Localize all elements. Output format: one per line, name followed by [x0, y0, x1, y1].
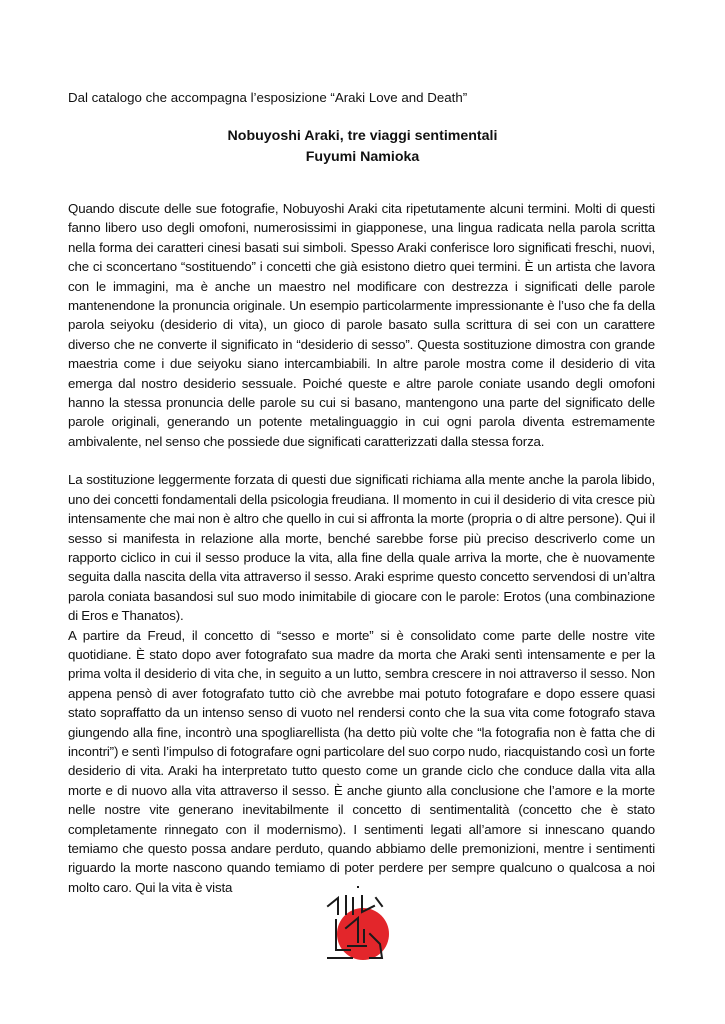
article-title: Nobuyoshi Araki, tre viaggi sentimentali	[227, 128, 498, 144]
paragraph-1: Quando discute delle sue fotografie, Nobuyoshi Araki cita ripetutamente alcuni termini. Molti di questi fanno libero uso degli omofoni, numerosissimi in giapponese, una lingua radicata nella parola scritta nella forma dei caratteri cinesi basati sui simboli. Spesso Araki conferisce loro significati freschi, nuovi, che ci sconcertano “sostituendo” i concetti che già esistono dietro quei termini. È un artista che lavora con le immagini, ma è anche un maestro nel modificare con destrezza i significati delle parole mantenendone la pronuncia originale. Un esempio particolarmente impressionante è l’uso che fa della parola seiyoku (desiderio di vita), un gioco di parole basato sulla scrittura di sei con un carattere diverso che ne converte il significato in “desiderio di sesso”. Questa sostituzione dimostra con grande maestria come i due seiyoku siano intercambiabili. In altre parole mostra come il desiderio di vita emerga dal nostro desiderio sessuale. Poiché queste e altre parole coniate usando degli omofoni hanno la stessa pronuncia delle parole su cui si basano, mantengono una parte del significato delle parole originali, generando un potente metalinguaggio in cui ogni parola diventa estremamente ambivalente, nel senso che possiede due significati caratterizzati dalla stessa forza.	[68, 201, 655, 449]
paragraph-3: A partire da Freud, il concetto di “sesso e morte” si è consolidato come parte delle nostre vite quotidiane. È stato dopo aver fotografato sua madre da morta che Araki sentì intensamente e per la prima volta il desiderio di vita che, in seguito a un lutto, sembra crescere in noi attraverso il sesso. Non appena pensò di aver fotografato tutto ciò che avrebbe mai potuto fotografare e dopo essere quasi stato sopraffatto da un intenso senso di vuoto nel rendersi conto che la sua vita come fotografo stava giungendo alla fine, incontrò una spogliarellista (ha detto più volte che “la fotografia non è fatta che di incontri”) e sentì l’impulso di fotografare ogni particolare del suo corpo nudo, riacquistando così un forte desiderio di vita. Araki ha interpretato tutto questo come un grande ciclo che conduce dalla vita alla morte e di nuovo alla vita attraverso il sesso. È anche giunto alla conclusione che l’amore e la morte nelle nostre vite generano inevitabilmente il concetto di sentimentalità (concetto che è stato completamente rinnegato con il modernismo). I sentimenti legati all’amore si innescano quando temiamo che questo possa andare perduto, quando abbiamo delle premonizioni, mentre i sentimenti riguardo la morte nascono quando temiamo di poter perdere per sempre qualcuno o qualcosa a noi molto caro. Qui la vita è vista	[68, 627, 655, 895]
intro-line: Dal catalogo che accompagna l’esposizione “Araki Love and Death”	[68, 90, 468, 105]
article-body	[68, 199, 655, 897]
paragraph-2: La sostituzione leggermente forzata di questi due significati richiama alla mente anche la parola libido, uno dei concetti fondamentali della psicologia freudiana. Il momento in cui il desiderio di vita cresce più intensamente che mai non è altro che quello in cui si affronta la morte (propria o di altre persone). Qui il sesso si manifesta in relazione alla morte, benché sarebbe forse più preciso descriverlo come un rapporto ciclico in cui il sesso produce la vita, alla fine della quale arriva la morte, che è nuovamente seguita dalla nascita della vita attraverso il sesso. Araki esprime questo concetto servendosi di un’altra parola coniata basandosi sul suo modo inimitabile di giocare con le parole: Erotos (una combinazione di Eros e Thanatos).	[68, 472, 655, 624]
title-block	[0, 126, 725, 168]
red-circle-calligraphy-logo-icon	[320, 884, 398, 962]
author-name: Fuyumi Namioka	[305, 149, 420, 165]
